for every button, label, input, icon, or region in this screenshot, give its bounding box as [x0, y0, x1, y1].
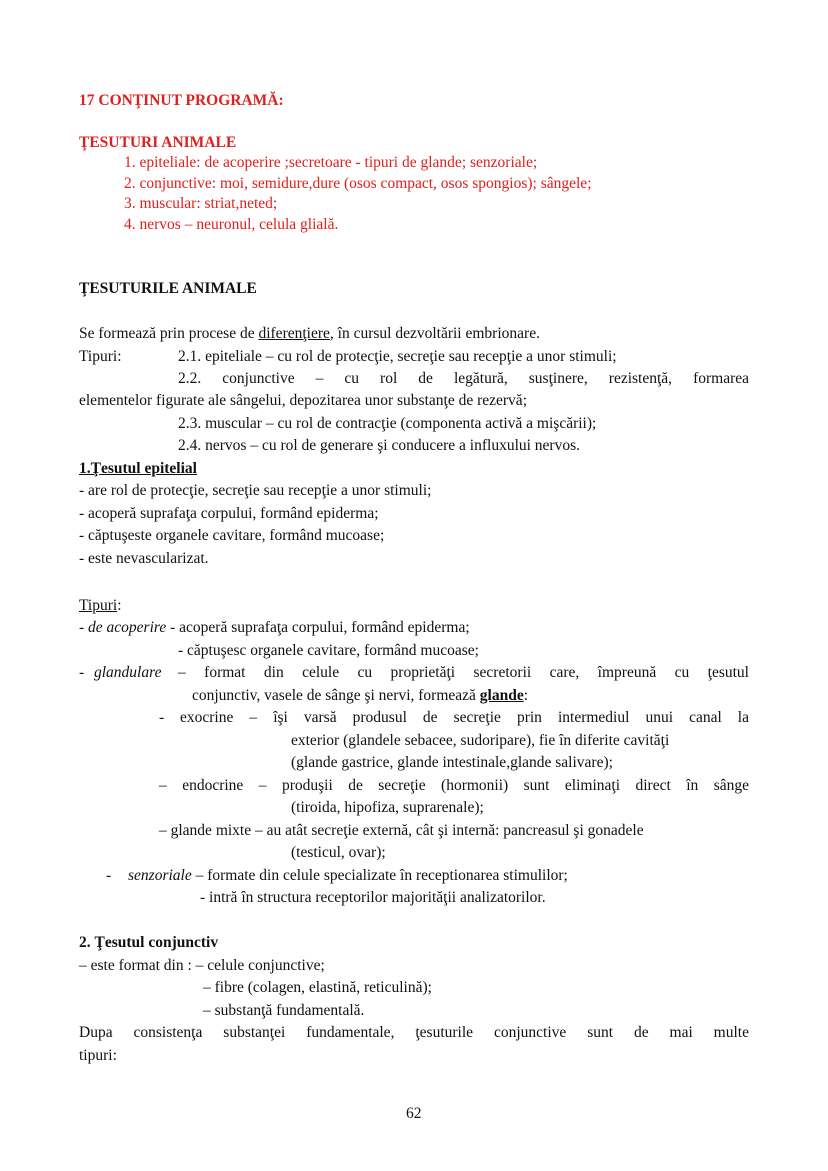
section-title: 17 CONŢINUT PROGRAMĂ:: [79, 92, 284, 109]
endocrine-text-2: (tiroida, hipofiza, suprarenale);: [291, 799, 484, 816]
conjunctive-line-4: Dupa consistenţa substanţei fundamentale, ţesuturile conjunctive sunt de mai multe: [79, 1024, 749, 1041]
main-heading: ŢESUTURILE ANIMALE: [79, 280, 257, 297]
exocrine-dash: -: [159, 709, 165, 726]
page-number: 62: [406, 1105, 422, 1122]
intro-text: Se formează prin procese de: [79, 325, 259, 342]
epithelial-point-4: - este nevascularizat.: [79, 550, 209, 567]
program-item-3: 3. muscular: striat,neted;: [124, 195, 278, 212]
conjunctive-heading: 2. Ţesutul conjunctiv: [79, 934, 219, 951]
program-subtitle: ŢESUTURI ANIMALE: [79, 134, 237, 151]
exocrine-text-2: exterior (glandele sebacee, sudoripare), fie în diferite cavităţi: [291, 732, 670, 749]
conjunctive-line-2: – fibre (colagen, elastină, reticulină);: [203, 979, 432, 996]
conjunctive-line-1: – este format din : – celule conjunctive;: [79, 957, 325, 974]
type-2-2-cont: elementelor figurate ale sângelui, depozitarea unor substanţe de rezervă;: [79, 392, 527, 409]
mixte-text: – glande mixte – au atât secreţie externă, cât şi internă: pancreasul şi gonadele: [159, 822, 644, 839]
exocrine-text: exocrine – îşi varsă produsul de secreţie prin intermediul unui canal la: [180, 709, 749, 726]
glandular-text-2: [192, 686, 528, 706]
acoperire-label: de acoperire: [88, 619, 167, 636]
type-acoperire: [79, 618, 470, 638]
program-item-2: 2. conjunctive: moi, semidure,dure (osos compact, osos spongios); sângele;: [124, 175, 592, 192]
types-label: Tipuri:: [79, 348, 122, 365]
conjunctive-line-5: tipuri:: [79, 1047, 117, 1064]
epithelial-point-1: - are rol de protecţie, secreţie sau recepţie a unor stimuli;: [79, 482, 432, 499]
epithelial-types-label: Tipuri: [79, 597, 118, 614]
type-2-3: 2.3. muscular – cu rol de contracţie (componenta activă a mişcării);: [178, 415, 597, 432]
conjunctive-line-3: – substanţă fundamentală.: [203, 1002, 365, 1019]
epithelial-point-2: - acoperă suprafaţa corpului, formând epiderma;: [79, 505, 379, 522]
type-2-4: 2.4. nervos – cu rol de generare şi conducere a influxului nervos.: [178, 437, 581, 454]
senzoriale-text: – formate din celule specializate în receptionarea stimulilor;: [191, 867, 568, 884]
program-item-4: 4. nervos – neuronul, celula glială.: [124, 216, 339, 233]
program-item-1: 1. epiteliale: de acoperire ;secretoare - tipuri de glande; senzoriale;: [124, 154, 538, 171]
intro-text-end: , în cursul dezvoltării embrionare.: [329, 325, 540, 342]
senzoriale-line: [128, 866, 568, 886]
type-2-2: 2.2. conjunctive – cu rol de legătură, susţinere, rezistenţă, formarea: [178, 370, 749, 387]
senzoriale-text-2: - intră în structura receptorilor majorităţii analizatorilor.: [200, 889, 546, 906]
acoperire-text: - acoperă suprafaţa corpului, formând epiderma;: [166, 619, 470, 636]
glandular-text-2-pre: conjunctiv, vasele de sânge şi nervi, formează: [192, 687, 480, 704]
acoperire-text-2: - căptuşesc organele cavitare, formând mucoase;: [178, 642, 479, 659]
glandular-colon: :: [523, 687, 529, 704]
epithelial-heading: 1.Ţesutul epitelial: [79, 460, 197, 477]
glande-term: glande: [479, 687, 524, 704]
intro-underlined-term: diferenţiere: [258, 325, 330, 342]
glandular-label: glandulare: [94, 664, 162, 681]
acoperire-dash: -: [79, 619, 89, 636]
glandular-text: – format din celule cu proprietăţi secretorii care, împreună cu ţesutul: [178, 664, 749, 681]
mixte-text-2: (testicul, ovar);: [291, 844, 386, 861]
type-2-1: 2.1. epiteliale – cu rol de protecţie, secreţie sau recepţie a unor stimuli;: [178, 348, 617, 365]
senzoriale-label: senzoriale: [128, 867, 192, 884]
exocrine-text-3: (glande gastrice, glande intestinale,glande salivare);: [291, 754, 613, 771]
intro-paragraph: [79, 324, 540, 344]
epithelial-types-heading: [79, 596, 122, 616]
senzoriale-dash: -: [106, 867, 112, 884]
endocrine-text: – endocrine – produşii de secreţie (hormonii) sunt eliminaţi direct în sânge: [159, 777, 749, 794]
epithelial-types-colon: :: [117, 597, 122, 614]
epithelial-point-3: - căptuşeste organele cavitare, formând mucoase;: [79, 527, 385, 544]
glandular-dash: -: [79, 664, 85, 681]
